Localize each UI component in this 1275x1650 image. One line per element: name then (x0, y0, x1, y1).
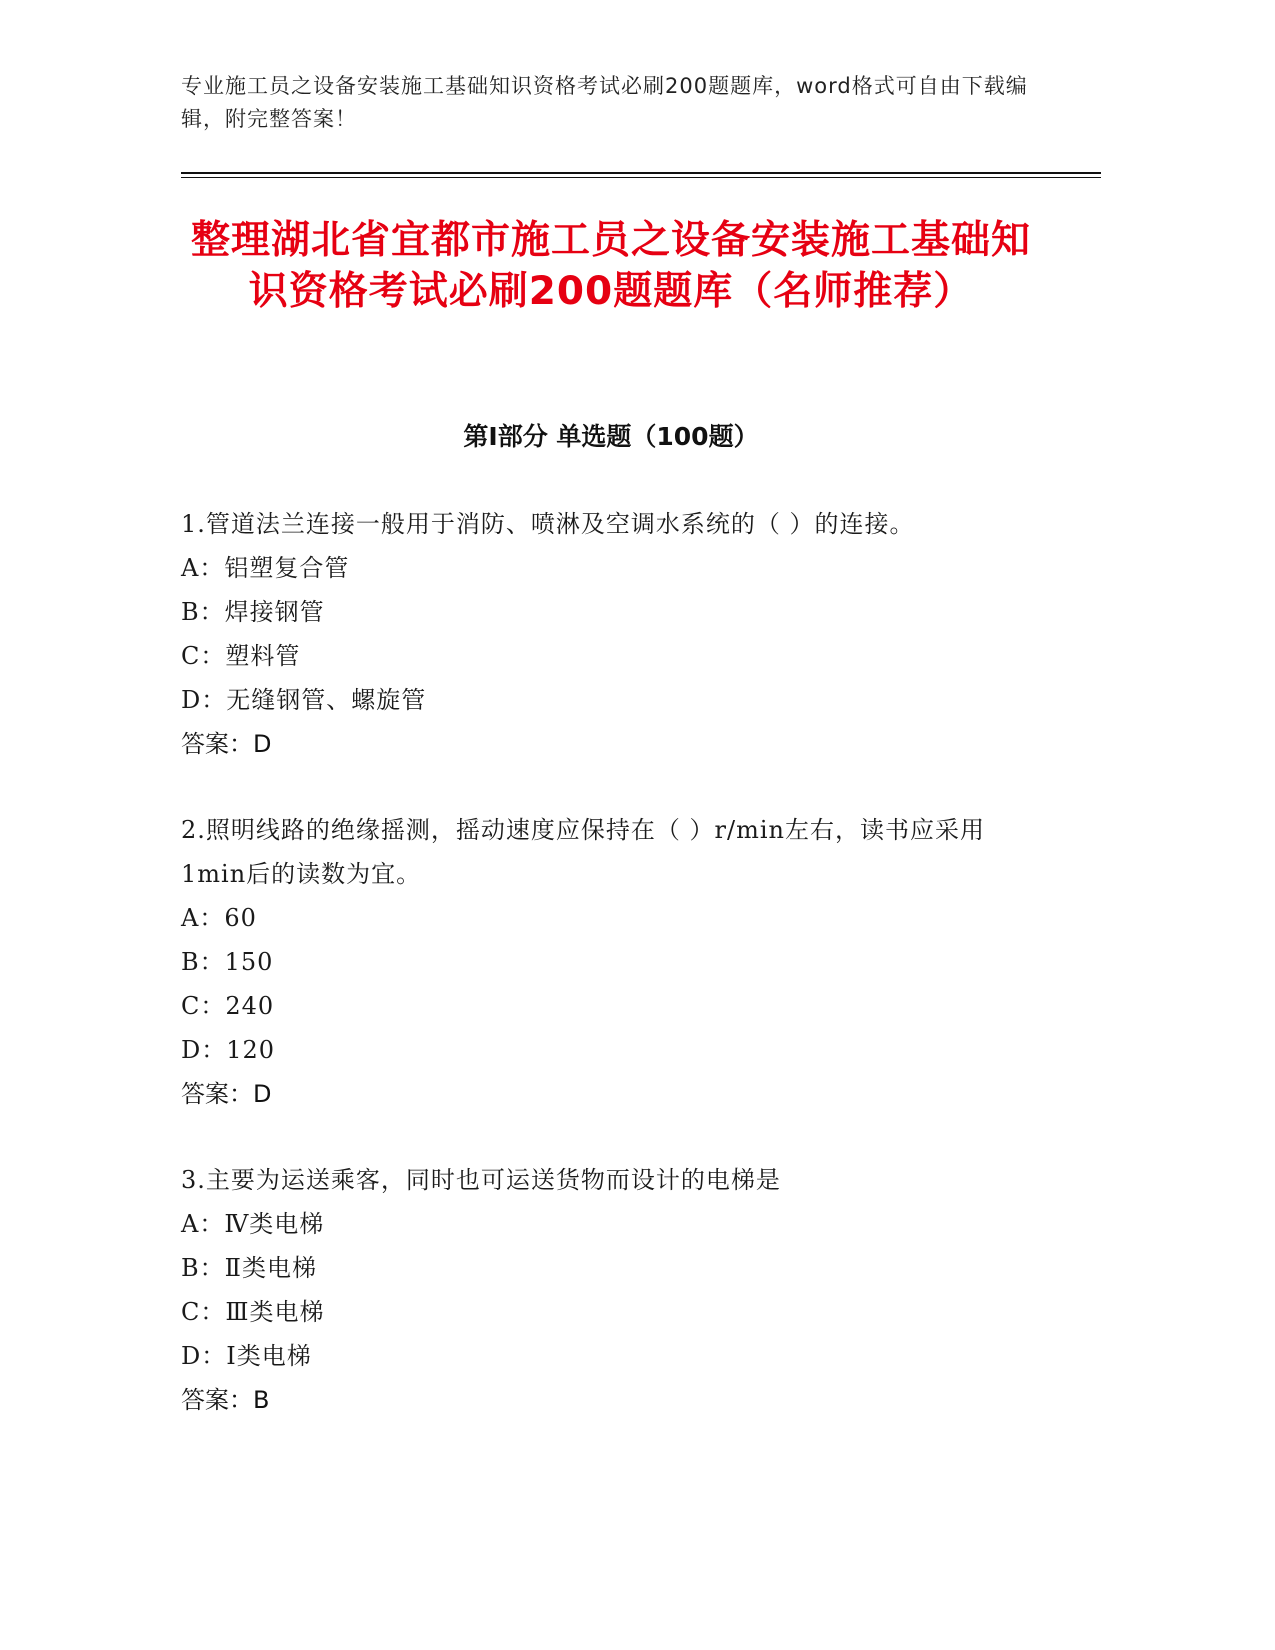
header-note: 专业施工员之设备安装施工基础知识资格考试必刷200题题库，word格式可自由下载编辑，附完整答案！ (181, 74, 1028, 131)
option-a: A：Ⅳ类电梯 (181, 1210, 325, 1238)
header-rule-thick (181, 172, 1101, 174)
question-1 (181, 502, 1041, 766)
section-title: 第I部分 单选题（100题） (463, 422, 759, 451)
option-c: C：240 (181, 992, 275, 1020)
option-d: D：120 (181, 1036, 276, 1064)
option-d: D：无缝钢管、螺旋管 (181, 686, 427, 714)
question-text: 2.照明线路的绝缘摇测，摇动速度应保持在（ ）r/min左右，读书应采用1min后的读数为宜。 (181, 816, 985, 888)
option-b: B：焊接钢管 (181, 598, 325, 626)
option-d: D：Ⅰ类电梯 (181, 1342, 312, 1370)
option-b: B：150 (181, 948, 274, 976)
question-3 (181, 1158, 1041, 1422)
document-title: 整理湖北省宜都市施工员之设备安装施工基础知识资格考试必刷200题题库（名师推荐） (190, 218, 1031, 314)
header-rule-thin (181, 177, 1101, 178)
answer: 答案：D (181, 730, 272, 758)
option-c: C：塑料管 (181, 642, 301, 670)
option-a: A：60 (181, 904, 257, 932)
answer: 答案：B (181, 1386, 270, 1414)
option-c: C：Ⅲ类电梯 (181, 1298, 325, 1326)
option-b: B：Ⅱ类电梯 (181, 1254, 317, 1282)
answer: 答案：D (181, 1080, 272, 1108)
question-2 (181, 808, 1041, 1116)
question-text: 3.主要为运送乘客，同时也可运送货物而设计的电梯是 (181, 1166, 781, 1194)
option-a: A：铝塑复合管 (181, 554, 350, 582)
question-text: 1.管道法兰连接一般用于消防、喷淋及空调水系统的（ ）的连接。 (181, 510, 915, 538)
question-list (181, 502, 1041, 1464)
